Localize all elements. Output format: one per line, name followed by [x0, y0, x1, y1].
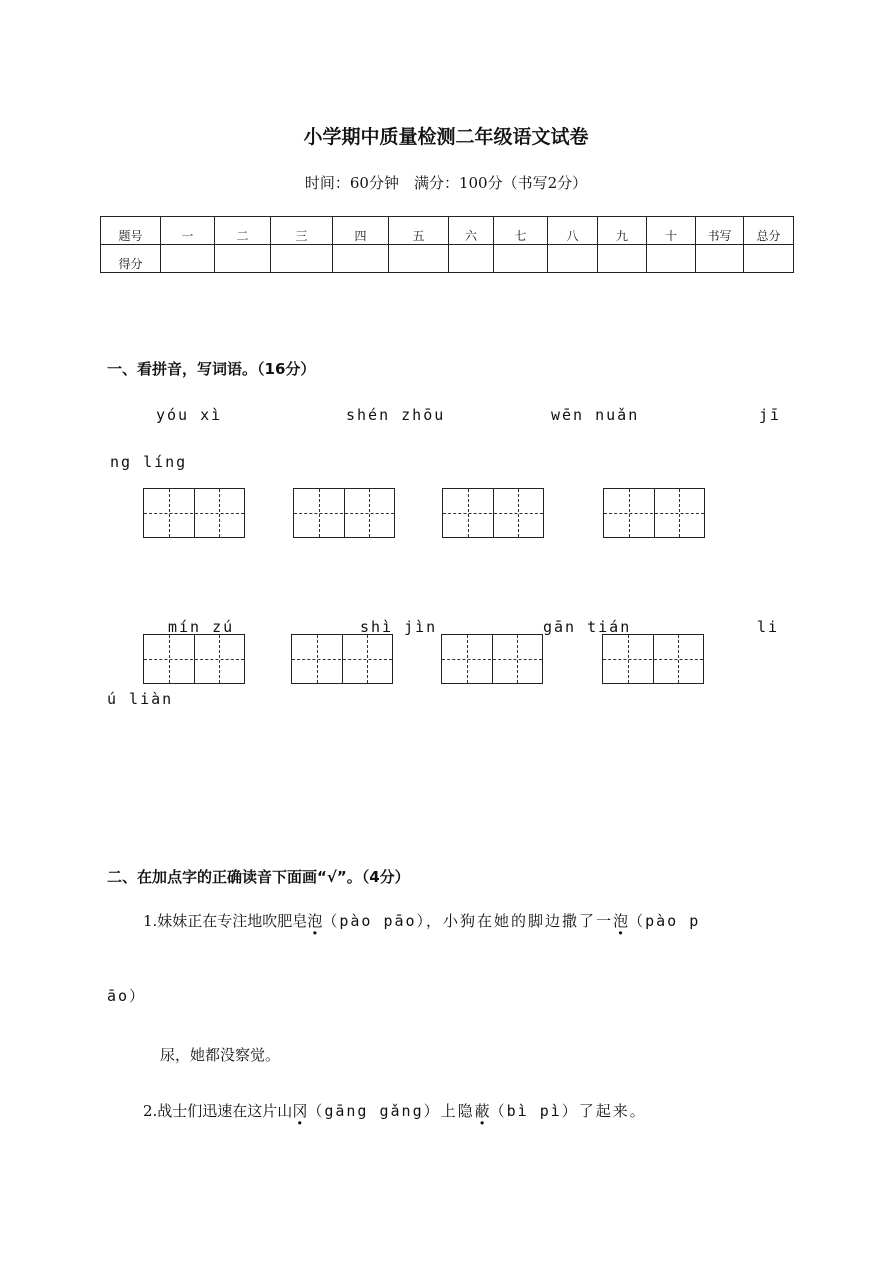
section2-heading: 二、在加点字的正确读音下面画“√”。（4分） — [107, 868, 410, 886]
score-input-cell[interactable] — [333, 245, 389, 273]
score-input-cell[interactable] — [598, 245, 647, 273]
table-cell: 二 — [215, 217, 271, 245]
table-cell: 总分 — [744, 217, 794, 245]
pinyin-prompt: ú liàn — [107, 690, 174, 708]
table-cell: 题号 — [101, 217, 161, 245]
writing-grid[interactable] — [442, 488, 544, 538]
writing-grid[interactable] — [441, 634, 543, 684]
pinyin-options[interactable]: āo） — [107, 987, 147, 1005]
pinyin-prompt: gān tián — [543, 618, 632, 636]
pinyin-options[interactable]: （gāng gǎng）上隐 — [307, 1102, 475, 1120]
pinyin-prompt: ng líng — [110, 453, 188, 471]
score-input-cell[interactable] — [494, 245, 548, 273]
writing-grid[interactable] — [293, 488, 395, 538]
score-input-cell[interactable] — [647, 245, 696, 273]
question-text: 2.战士们迅速在这片山 — [143, 1102, 293, 1120]
writing-grid[interactable] — [602, 634, 704, 684]
table-cell: 三 — [271, 217, 333, 245]
table-cell: 书写 — [696, 217, 744, 245]
pinyin-options[interactable]: （bì pì）了起来。 — [489, 1102, 647, 1120]
question-2 — [143, 1100, 647, 1121]
score-input-cell[interactable] — [548, 245, 598, 273]
writing-grid[interactable] — [603, 488, 705, 538]
score-input-cell[interactable] — [696, 245, 744, 273]
table-cell: 十 — [647, 217, 696, 245]
writing-grid[interactable] — [291, 634, 393, 684]
score-input-cell[interactable] — [215, 245, 271, 273]
exam-info: 时间：60分钟 满分：100分（书写2分） — [304, 174, 588, 192]
score-table-score-row — [101, 245, 794, 273]
table-cell: 四 — [333, 217, 389, 245]
section1-heading: 一、看拼音，写词语。（16分） — [107, 360, 316, 378]
question-1 — [143, 910, 700, 931]
dotted-char: 泡 — [613, 912, 629, 930]
table-cell: 得分 — [101, 245, 161, 273]
table-cell: 九 — [598, 217, 647, 245]
question-text: 1.妹妹正在专注地吹肥皂 — [143, 912, 308, 930]
pinyin-prompt: mín zú — [168, 618, 235, 636]
dotted-char: 冈 — [292, 1102, 308, 1120]
page-title: 小学期中质量检测二年级语文试卷 — [303, 126, 589, 148]
score-input-cell[interactable] — [744, 245, 794, 273]
pinyin-options[interactable]: （pào pāo），小狗在她的脚边撒了一 — [322, 912, 614, 930]
pinyin-options[interactable]: （pào p — [628, 912, 701, 930]
writing-grid[interactable] — [143, 488, 245, 538]
table-cell: 七 — [494, 217, 548, 245]
pinyin-prompt: jī — [759, 406, 782, 424]
dotted-char: 蔽 — [474, 1102, 490, 1120]
table-cell: 八 — [548, 217, 598, 245]
table-cell: 一 — [161, 217, 215, 245]
pinyin-prompt: li — [757, 618, 780, 636]
dotted-char: 泡 — [307, 912, 323, 930]
score-table-header-row — [101, 217, 794, 245]
pinyin-prompt: shì jìn — [360, 618, 438, 636]
score-input-cell[interactable] — [161, 245, 215, 273]
score-input-cell[interactable] — [389, 245, 449, 273]
pinyin-prompt: wēn nuǎn — [551, 406, 640, 424]
pinyin-prompt: shén zhōu — [346, 406, 446, 424]
table-cell: 五 — [389, 217, 449, 245]
question-text: 尿，她都没察觉。 — [160, 1046, 281, 1064]
score-input-cell[interactable] — [271, 245, 333, 273]
table-cell: 六 — [449, 217, 494, 245]
pinyin-prompt: yóu xì — [156, 406, 223, 424]
score-input-cell[interactable] — [449, 245, 494, 273]
score-table — [100, 216, 794, 273]
writing-grid[interactable] — [143, 634, 245, 684]
